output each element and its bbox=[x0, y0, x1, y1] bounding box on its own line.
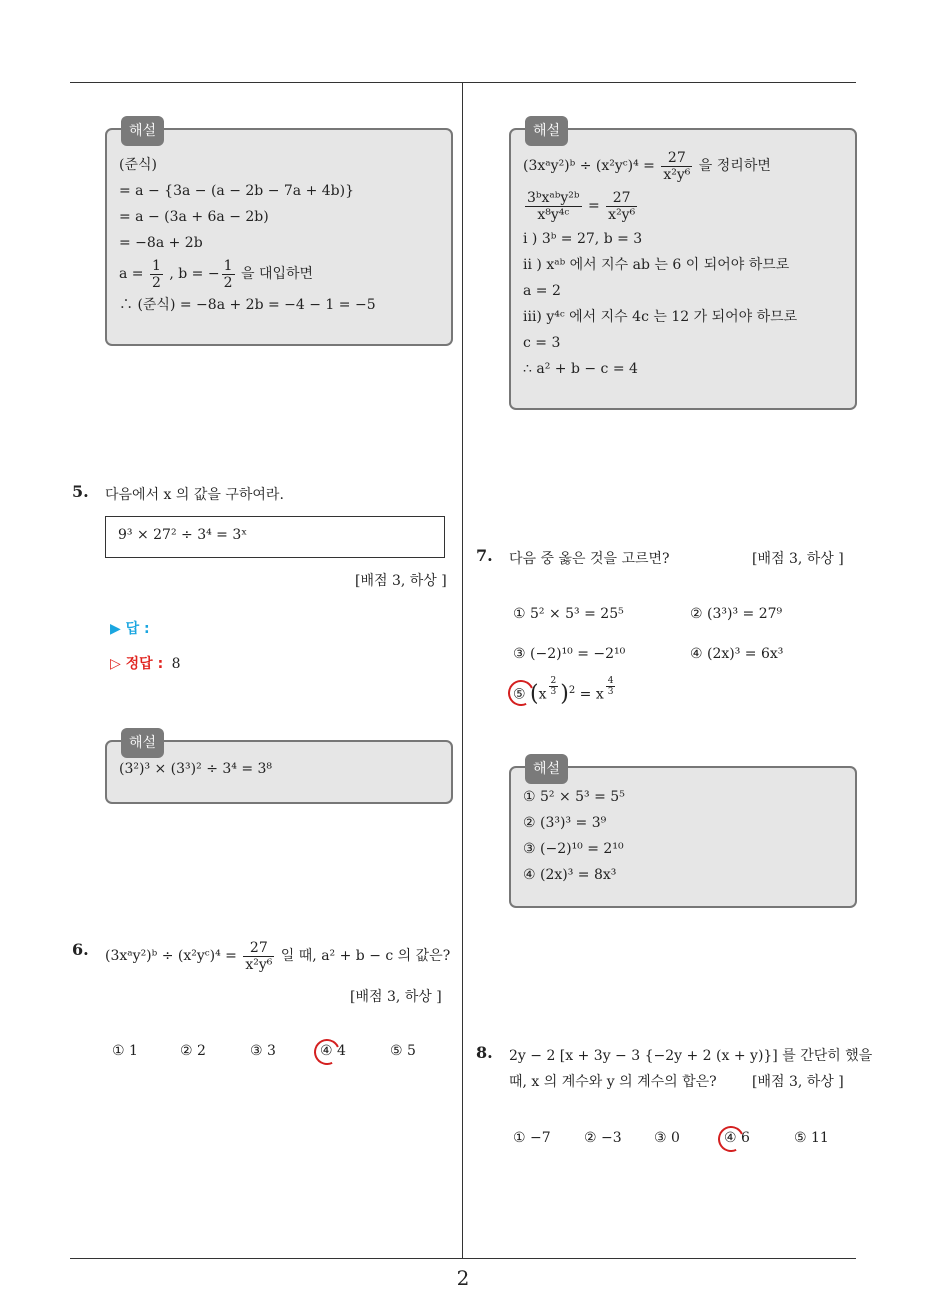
q8-score: [배점 3, 하상 ] bbox=[752, 1074, 844, 1090]
q7-choice-5-label: ⑤ bbox=[513, 686, 526, 703]
sol6-line-6: iii) y⁴ᶜ 에서 지수 4c 는 12 가 되어야 하므로 bbox=[523, 309, 798, 325]
q7-choice-3[interactable]: ③ (−2)¹⁰ = −2¹⁰ bbox=[513, 646, 626, 662]
sol6-line-2 bbox=[523, 186, 843, 226]
solution-tag: 해설 bbox=[525, 754, 568, 784]
q6-frac-den: x²y⁶ bbox=[245, 956, 273, 973]
sol4-frac-1-den: 2 bbox=[151, 274, 161, 291]
sol4-sub-post: 을 대입하면 bbox=[236, 266, 314, 282]
solution-box-q5 bbox=[105, 735, 453, 804]
bottom-rule bbox=[70, 1258, 856, 1259]
sol4-line-1: (준식) bbox=[119, 157, 157, 173]
q6-number: 6. bbox=[72, 940, 89, 959]
sol7-line-2: ② (3³)³ = 3⁹ bbox=[523, 815, 607, 831]
sol4-line-2: = a − {3a − (a − 2b − 7a + 4b)} bbox=[119, 183, 355, 199]
sol6-l1-pre: (3xᵃy²)ᵇ ÷ (x²yᶜ)⁴ = bbox=[523, 158, 660, 174]
solution-box-q7 bbox=[509, 761, 857, 908]
sol7-line-4: ④ (2x)³ = 8x³ bbox=[523, 867, 617, 883]
q6-text-pre: (3xᵃy²)ᵇ ÷ (x²yᶜ)⁴ = bbox=[105, 948, 242, 964]
q8-number: 8. bbox=[476, 1043, 493, 1062]
q7-choice-1[interactable]: ① 5² × 5³ = 25⁵ bbox=[513, 606, 624, 622]
q6-answer-mark bbox=[310, 1035, 343, 1068]
sol6-l2-num2: 27 bbox=[606, 190, 637, 207]
sol6-line-1 bbox=[523, 146, 843, 186]
q5-correct-answer bbox=[110, 653, 181, 673]
page-number: 2 bbox=[456, 1266, 470, 1290]
sol6-l1-num: 27 bbox=[661, 150, 692, 167]
sol6-l2-den: x⁸y⁴ᶜ bbox=[537, 206, 570, 223]
q5-answer-label: ▶ 답 : bbox=[110, 621, 150, 637]
q5-score: [배점 3, 하상 ] bbox=[355, 573, 447, 589]
solution-tag: 해설 bbox=[121, 728, 164, 758]
q6-choice-4[interactable]: ④ 4 bbox=[320, 1043, 346, 1059]
q5-text: 다음에서 x 의 값을 구하여라. bbox=[105, 487, 284, 503]
sol4-line-4: = −8a + 2b bbox=[119, 235, 203, 251]
solution-box-q4 bbox=[105, 123, 453, 346]
q7-choice-5-exp bbox=[549, 676, 559, 697]
sol6-l2-den2: x²y⁶ bbox=[608, 206, 636, 223]
q7-choice-5-paren-open: ( bbox=[530, 681, 539, 707]
sol4-line-3: = a − (3a + 6a − 2b) bbox=[119, 209, 269, 225]
sol6-l1-frac bbox=[661, 150, 692, 183]
q7-choice-5-exp-den: 3 bbox=[550, 687, 557, 697]
q8-answer-mark bbox=[714, 1122, 747, 1155]
sol6-l2-num: 3ᵇxᵃᵇy²ᵇ bbox=[527, 189, 580, 206]
q5-correct-label: ▷ 정답 : bbox=[110, 656, 164, 672]
sol6-line-3: i ) 3ᵇ = 27, b = 3 bbox=[523, 231, 643, 247]
solution-box-q6 bbox=[509, 123, 857, 410]
q7-choice-5-rhs: = x bbox=[575, 686, 604, 703]
sol7-line-3: ③ (−2)¹⁰ = 2¹⁰ bbox=[523, 841, 624, 857]
sol6-l1-den: x²y⁶ bbox=[663, 166, 691, 183]
q6-text-post: 일 때, a² + b − c 의 값은? bbox=[276, 948, 451, 964]
sol4-frac-2-num: 1 bbox=[223, 257, 233, 274]
sol6-line-8: ∴ a² + b − c = 4 bbox=[523, 361, 638, 377]
q7-number: 7. bbox=[476, 546, 493, 565]
q8-line-2: 때, x 의 계수와 y 의 계수의 합은? bbox=[509, 1074, 717, 1090]
q6-text bbox=[105, 938, 450, 974]
solution-tag: 해설 bbox=[121, 116, 164, 146]
sol6-line-7: c = 3 bbox=[523, 335, 561, 351]
q6-choice-3[interactable]: ③ 3 bbox=[250, 1043, 276, 1059]
sol6-l1-post: 을 정리하면 bbox=[694, 158, 771, 174]
q8-line-1: 2y − 2 [x + 3y − 3 {−2y + 2 (x + y)}] 를 간단히 했을 bbox=[509, 1048, 873, 1064]
q7-choice-5-rhs-num: 4 bbox=[607, 676, 614, 686]
q7-choice-5-exp-num: 2 bbox=[550, 676, 557, 686]
q6-choice-5[interactable]: ⑤ 5 bbox=[390, 1043, 416, 1059]
q5-number: 5. bbox=[72, 482, 89, 501]
q6-choice-1[interactable]: ① 1 bbox=[112, 1043, 138, 1059]
sol6-line-5: a = 2 bbox=[523, 283, 561, 299]
sol5-line: (3²)³ × (3³)² ÷ 3⁴ = 3⁸ bbox=[119, 761, 273, 777]
sol4-frac-2-den: 2 bbox=[223, 274, 233, 291]
solution-tag: 해설 bbox=[525, 116, 568, 146]
sol4-sub-mid: , b = − bbox=[164, 266, 220, 282]
q7-choice-5-rhs-exp bbox=[606, 676, 616, 697]
sol6-l2-frac-1 bbox=[525, 190, 582, 223]
sol4-substitution bbox=[119, 256, 439, 292]
q7-choice-5-rhs-den: 3 bbox=[607, 687, 614, 697]
top-rule bbox=[70, 82, 856, 83]
q7-text: 다음 중 옳은 것을 고르면? bbox=[509, 551, 670, 567]
sol4-frac-2 bbox=[222, 258, 235, 291]
sol4-frac-1-num: 1 bbox=[151, 257, 161, 274]
sol7-line-1: ① 5² × 5³ = 5⁵ bbox=[523, 789, 625, 805]
q6-score: [배점 3, 하상 ] bbox=[350, 989, 442, 1005]
q5-expression: 9³ × 27² ÷ 3⁴ = 3ˣ bbox=[118, 527, 248, 543]
q8-choice-2[interactable]: ② −3 bbox=[584, 1130, 622, 1146]
sol6-l2-eq: = bbox=[583, 198, 605, 214]
q7-choice-2[interactable]: ② (3³)³ = 27⁹ bbox=[690, 606, 783, 622]
sol4-frac-1 bbox=[150, 258, 163, 291]
q6-choice-2[interactable]: ② 2 bbox=[180, 1043, 206, 1059]
q8-choice-4[interactable]: ④ 6 bbox=[724, 1130, 750, 1146]
q5-expression-box bbox=[105, 516, 445, 558]
q5-correct-value: 8 bbox=[171, 656, 181, 672]
q6-frac-num: 27 bbox=[243, 940, 274, 957]
q8-choice-5[interactable]: ⑤ 11 bbox=[794, 1130, 829, 1146]
sol6-line-4: ii ) xᵃᵇ 에서 지수 ab 는 6 이 되어야 하므로 bbox=[523, 257, 790, 273]
column-divider bbox=[462, 83, 463, 1258]
q7-score: [배점 3, 하상 ] bbox=[752, 551, 844, 567]
q6-fraction bbox=[243, 940, 274, 973]
q7-choice-5-base: x bbox=[538, 686, 547, 703]
sol4-result: ∴ (준식) = −8a + 2b = −4 − 1 = −5 bbox=[119, 297, 376, 313]
sol4-sub-pre: a = bbox=[119, 266, 148, 282]
q7-choice-5-paren-close: ) bbox=[560, 681, 569, 707]
q7-choice-5-outer-exp: 2 bbox=[568, 685, 576, 696]
q7-choice-4[interactable]: ④ (2x)³ = 6x³ bbox=[690, 646, 784, 662]
q8-choice-3[interactable]: ③ 0 bbox=[654, 1130, 680, 1146]
q8-choice-1[interactable]: ① −7 bbox=[513, 1130, 551, 1146]
sol6-l2-frac-2 bbox=[606, 190, 637, 223]
